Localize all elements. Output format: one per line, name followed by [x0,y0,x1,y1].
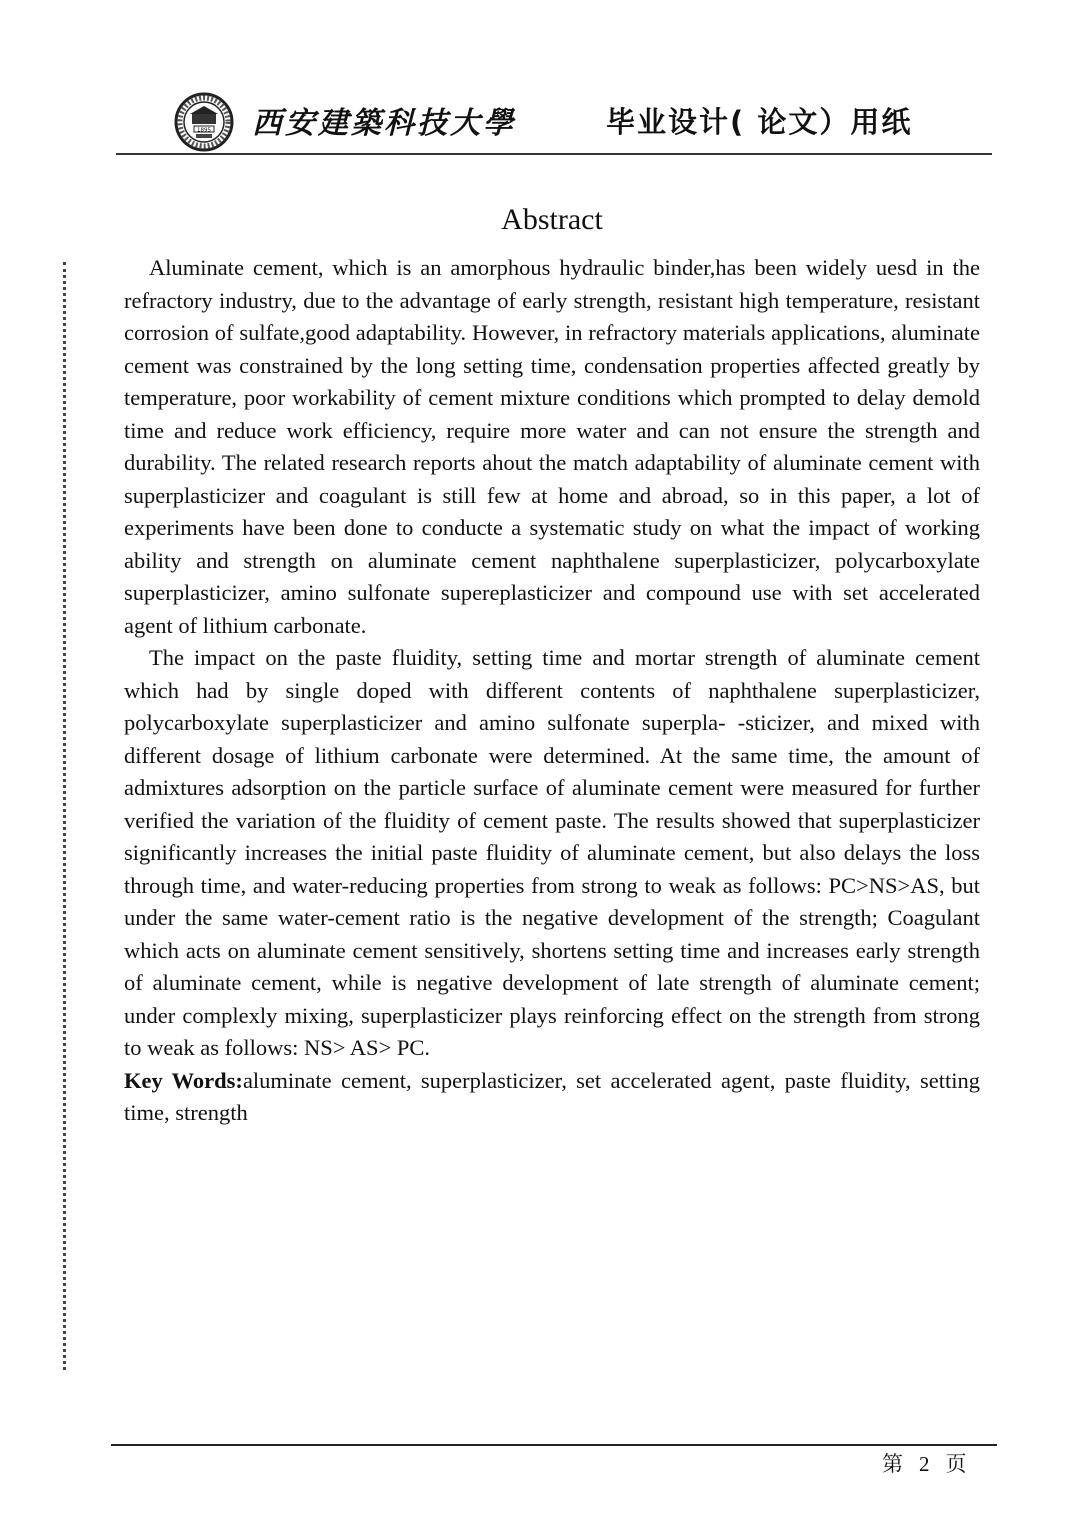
header-divider [116,153,992,155]
university-seal-icon [174,92,234,152]
keywords-line [124,1065,980,1130]
page-number-value: 2 [919,1452,930,1476]
page-prefix: 第 [882,1452,903,1476]
page-header [116,88,992,154]
university-name: 西安建築科技大學 [252,106,516,141]
abstract-paragraph-2: The impact on the paste fluidity, setting time and mortar strength of aluminate cement which had by single doped with different contents of naphthalene superplasticizer, polycarboxylate superplasticizer and amino sulfonate superpla- -sticizer, and mixed with different dosage of lithium carbonate were determined. At the same time, the amount of admixtures adsorption on the particle surface of aluminate cement were measured for further verified the variation of the fluidity of cement paste. The results showed that superplasticizer significantly increases the initial paste fluidity of aluminate cement, but also delays the loss through time, and water-reducing properties from strong to weak as follows: PC>NS>AS, but under the same water-cement ratio is the negative development of the strength; Coagulant which acts on aluminate cement sensitively, shortens setting time and increases early strength of aluminate cement, while is negative development of late strength of aluminate cement; under complexly mixing, superplasticizer plays reinforcing effect on the strength from strong to weak as follows: NS> AS> PC. [124,645,980,1060]
footer-divider [111,1444,997,1446]
page-suffix: 页 [945,1452,967,1476]
abstract-title: Abstract [501,203,603,236]
keywords-label: Key Words: [124,1067,243,1093]
keywords-text: aluminate cement, superplasticizer, set accelerated agent, paste fluidity, setting time, strength [124,1067,981,1125]
abstract-paragraph-1: Aluminate cement, which is an amorphous hydraulic binder,has been widely uesd in the refractory industry, due to the advantage of early strength, resistant high temperature, resistant corrosion of sulfate,good adaptability. However, in refractory materials applications, aluminate cement was constrained by the long setting time, condensation properties affected greatly by temperature, poor workability of cement mixture conditions which prompted to delay demold time and reduce work efficiency, require more water and can not ensure the strength and durability. The related research reports ahout the match adaptability of aluminate cement with superplasticizer and coagulant is still few at home and abroad, so in this paper, a lot of experiments have been done to conducte a systematic study on what the impact of working ability and strength on aluminate cement naphthalene superplasticizer, polycarboxylate superplasticizer, amino sulfonate supereplasticizer and compound use with set accelerated agent of lithium carbonate. [124,255,980,638]
paper-type-label: 毕业设计( 论文）用纸 [606,105,913,139]
page-number [882,1450,982,1478]
binding-dotted-line [63,262,66,1370]
svg-text:1895: 1895 [197,127,211,134]
abstract-body [124,252,980,1130]
